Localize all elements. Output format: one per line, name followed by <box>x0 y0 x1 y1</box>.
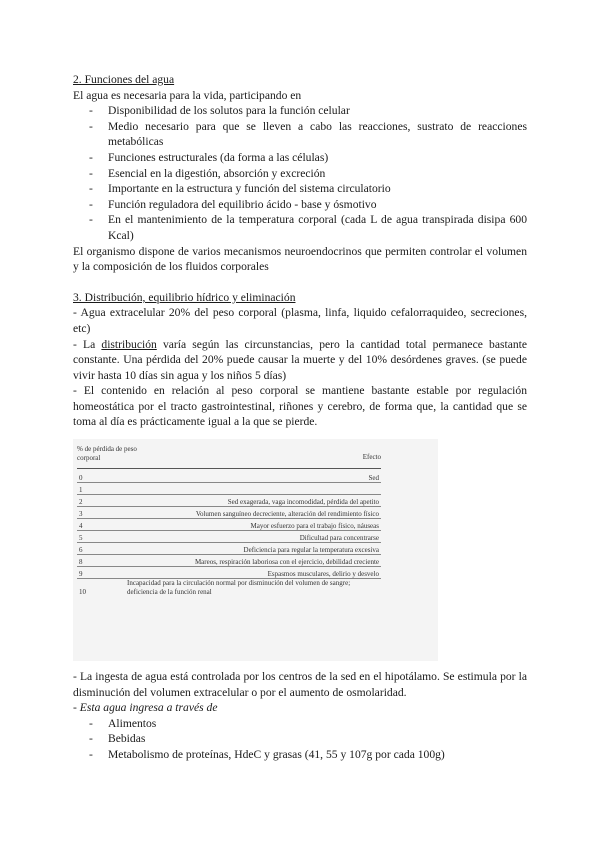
table-row <box>77 507 381 519</box>
table-cell: 9 <box>79 569 83 578</box>
table-cell: Espasmos musculares, delirio y desvelo <box>267 569 379 578</box>
section-2-closing: El organismo dispone de varios mecanismos neuroendocrinos que permiten controlar el volumen y la composición de los fluidos corporales <box>73 244 527 274</box>
paragraph-homeostasis: - El contenido en relación al peso corporal se mantiene bastante estable por regulación homeostática por el tracto gastrointestinal, riñones y cerebro, de forma que, la cantidad que se toma al día es prácticamente igual a la que se pierde. <box>73 384 527 429</box>
table-cell: Incapacidad para la circulación normal por disminución del volumen de sangre; deficiencia de la función renal <box>127 579 351 596</box>
paragraph-distribution-rest: varía según las circunstancias, pero la cantidad total permanece bastante constante. Una pérdida del 20% puede causar la muerte y del 10% desórdenes graves. (se puede vivir hasta 10 días sin agua y los niños 5 días) <box>73 337 528 382</box>
list-item: - Medio necesario para que se lleven a cabo las reacciones, sustrato de reacciones metabólicas <box>73 119 527 150</box>
list-item: - Bebidas <box>73 731 527 747</box>
table-cell: Dificultad para concentrarse <box>299 533 379 542</box>
intake-sources-list <box>73 716 527 763</box>
table-cell: Sed exagerada, vaga incomodidad, pérdida del apetito <box>227 497 379 506</box>
table-cell: Sed <box>368 473 379 482</box>
table-cell: 4 <box>79 521 83 530</box>
list-item: - Disponibilidad de los solutos para la función celular <box>73 103 527 119</box>
section-2-intro: El agua es necesaria para la vida, participando en <box>73 88 302 102</box>
list-item: - Función reguladora del equilibrio ácido - base y ósmotivo <box>73 197 527 213</box>
table-cell: Mayor esfuerzo para el trabajo físico, náuseas <box>250 521 379 530</box>
table-cell: 3 <box>79 509 83 518</box>
table-header-effect: Efecto <box>362 453 381 462</box>
table-cell: Mareos, respiración laboriosa con el ejercicio, debilidad creciente <box>194 557 379 566</box>
table-row <box>77 483 381 495</box>
functions-list <box>73 103 527 243</box>
section-3-title: 3. Distribución, equilibrio hídrico y eliminación <box>73 290 296 304</box>
paragraph-distribution <box>73 337 527 384</box>
table-row <box>77 531 381 543</box>
distribution-link-text: distribución <box>101 337 157 351</box>
table-cell: 6 <box>79 545 83 554</box>
list-item: - Esencial en la digestión, absorción y excreción <box>73 166 527 182</box>
list-item: - Alimentos <box>73 716 527 732</box>
intake-dash: - <box>73 701 80 715</box>
table-row <box>77 579 381 596</box>
table-cell: 1 <box>79 485 83 494</box>
intake-sources-heading <box>73 700 527 716</box>
table-cell: 2 <box>79 497 83 506</box>
table-cell: Volumen sanguíneo decreciente, alteración del rendimiento físico <box>195 509 379 518</box>
list-item: - Importante en la estructura y función del sistema circulatorio <box>73 181 527 197</box>
table-cell: Deficiencia para regular la temperatura excesiva <box>243 545 379 554</box>
list-item: - Metabolismo de proteínas, HdeC y grasas (41, 55 y 107g por cada 100g) <box>73 747 527 763</box>
table-cell: 0 <box>79 473 83 482</box>
table-row <box>77 543 381 555</box>
table-row <box>77 519 381 531</box>
table-cell: 10 <box>79 587 86 596</box>
dehydration-table <box>77 445 381 596</box>
table-row <box>77 495 381 507</box>
paragraph-intake: - La ingesta de agua está controlada por los centros de la sed en el hipotálamo. Se estimula por la disminución del volumen extracelular o por el aumento de osmolaridad. <box>73 670 527 699</box>
paragraph-distribution-prefix: - La <box>73 337 102 351</box>
table-row <box>77 567 381 579</box>
table-header-loss: % de pérdida de peso corporal <box>77 445 137 462</box>
paragraph-extracellular: - Agua extracelular 20% del peso corporal (plasma, linfa, liquido cefalorraquideo, secreciones, etc) <box>73 306 527 335</box>
list-item: - Funciones estructurales (da forma a las células) <box>73 150 527 166</box>
dehydration-table-image <box>73 439 438 661</box>
intake-sources-label: Esta agua ingresa a través de <box>79 701 218 715</box>
table-row <box>77 555 381 567</box>
list-item: - En el mantenimiento de la temperatura corporal (cada L de agua transpirada disipa 600 Kcal) <box>73 212 527 243</box>
section-2-title: 2. Funciones del agua <box>73 73 175 86</box>
table-row <box>77 471 381 483</box>
table-cell: 8 <box>79 557 83 566</box>
table-header <box>77 445 381 469</box>
table-cell: 5 <box>79 533 83 542</box>
document-page <box>73 72 527 763</box>
